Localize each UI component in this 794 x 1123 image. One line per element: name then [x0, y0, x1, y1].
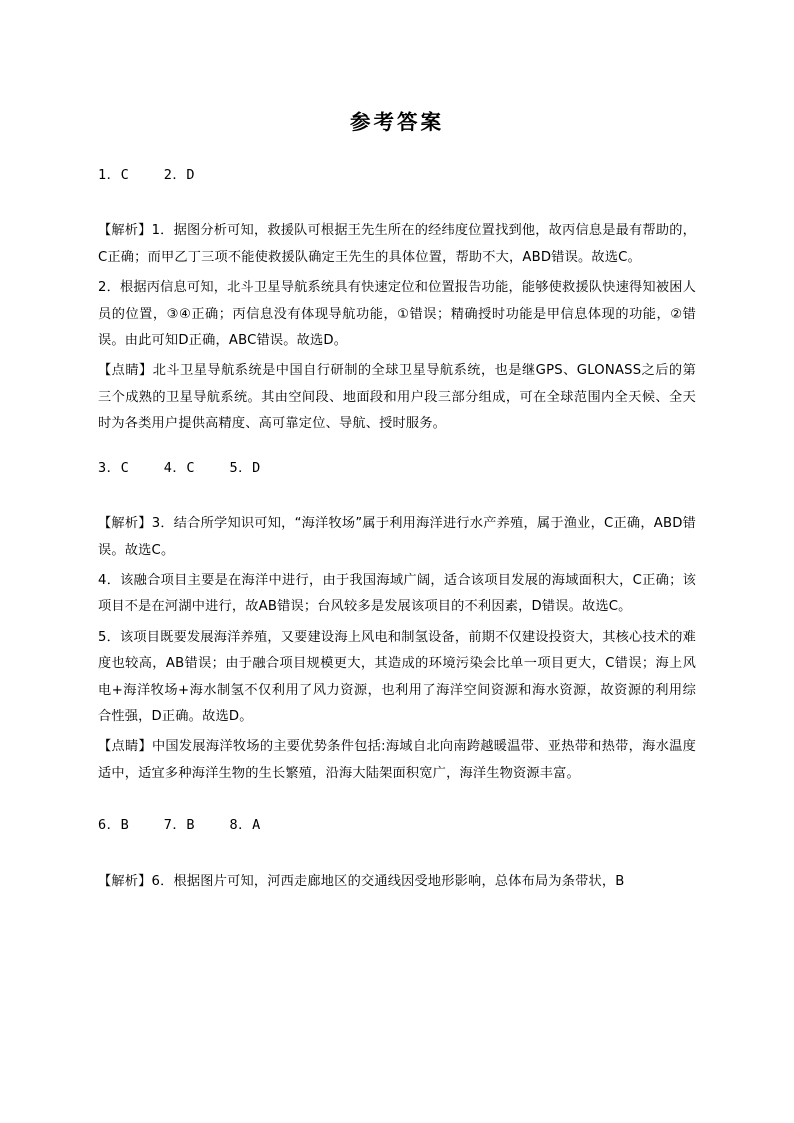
explanation-block-1: 【解析】1．据图分析可知，救援队可根据王先生所在的经纬度位置找到他，故丙信息是最有帮助的，C正确；而甲乙丁三项不能使救援队确定王先生的具体位置，帮助不大，ABD错误。故选C。	[98, 223, 696, 265]
note-block-2: 【点睛】中国发展海洋牧场的主要优势条件包括:海域自北向南跨越暖温带、亚热带和热带，海水温度适中，适宜多种海洋生物的生长繁殖，沿海大陆架面积宽广，海洋生物资源丰富。	[98, 739, 696, 781]
explanation-block-6: 【解析】6．根据图片可知，河西走廊地区的交通线因受地形影响，总体布局为条带状，B	[98, 873, 625, 889]
answer-row-1: 1．C 2．D	[98, 166, 196, 183]
explanation-block-5: 5．该项目既要发展海洋养殖，又要建设海上风电和制氢设备，前期不仅建设投资大，其核心技术的难度也较高，AB错误；由于融合项目规模更大，其造成的环境污染会比单一项目更大，C错误；海上风电+海洋牧场+海水制氢不仅利用了风力资源，也利用了海洋空间资源和海水资源，故资源的利用综合性强，D正确。故选D。	[98, 629, 696, 725]
note-block-1: 【点睛】北斗卫星导航系统是中国自行研制的全球卫星导航系统，也是继GPS、GLONASS之后的第三个成熟的卫星导航系统。其由空间段、地面段和用户段三部分组成，可在全球范围内全天候、全天时为各类用户提供高精度、高可靠定位、导航、授时服务。	[98, 363, 696, 432]
explanation-block-2: 2．根据丙信息可知，北斗卫星导航系统具有快速定位和位置报告功能，能够使救援队快速得知被困人员的位置，③④正确；丙信息没有体现导航功能，①错误；精确授时功能是甲信息体现的功能，②错误。由此可知D正确，ABC错误。故选D。	[98, 280, 696, 348]
explanation-block-4: 4．该融合项目主要是在海洋中进行，由于我国海域广阔，适合该项目发展的海域面积大，C正确；该项目不是在河湖中进行，故AB错误；台风较多是发展该项目的不利因素，D错误。故选C。	[98, 573, 696, 615]
page-title: 参考答案	[350, 110, 444, 134]
answer-row-3: 6．B 7．B 8．A	[98, 817, 261, 834]
explanation-block-3: 【解析】3．结合所学知识可知，“海洋牧场”属于利用海洋进行水产养殖，属于渔业，C正确，ABD错误。故选C。	[98, 516, 696, 558]
answer-row-2: 3．C 4．C 5．D	[98, 459, 261, 476]
